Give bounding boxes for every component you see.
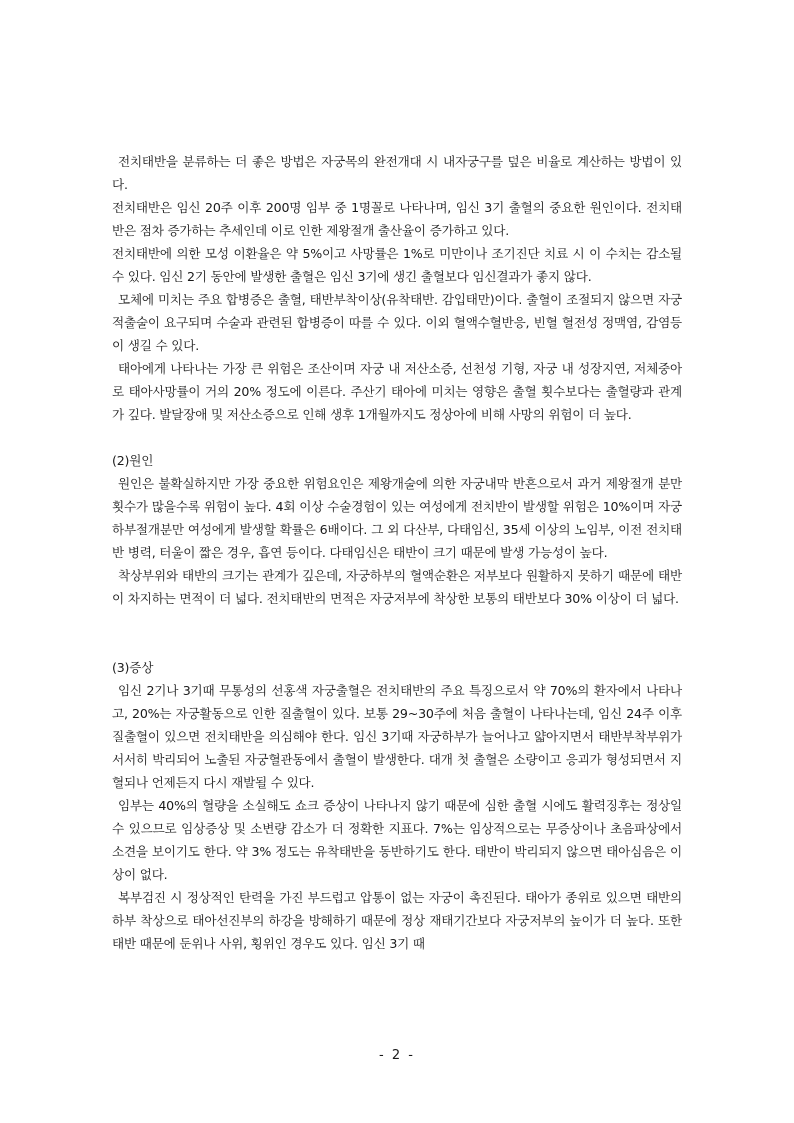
document-body [112, 150, 682, 955]
paragraph-classification: 전치태반을 분류하는 더 좋은 방법은 자궁목의 완전개대 시 내자궁구를 덮은 비율로 계산하는 방법이 있다. [112, 154, 682, 192]
section-heading-symptoms: (3)증상 [112, 660, 154, 675]
paragraph-symptoms-blood-loss: 임부는 40%의 혈량을 소실해도 쇼크 증상이 나타나지 않기 때문에 심한 출혈 시에도 활력징후는 정상일수 있으므로 임상증상 및 소변량 감소가 더 정확한 지표다. 7%는 임상적으로는 무증상이나 초음파상에서 소견을 보이기도 한다. 약 3% 정도는 유착태반을 동반하기도 한다. 태반이 박리되지 않으면 태아심음은 이상이 없다. [112, 798, 682, 882]
paragraph-symptoms-bleeding: 임신 2기나 3기때 무통성의 선홍색 자궁출혈은 전치태반의 주요 특징으로서 약 70%의 환자에서 나타나고, 20%는 자궁활동으로 인한 질출혈이 있다. 보통 29~30주에 처음 출혈이 나타나는데, 임신 24주 이후 질출혈이 있으면 전치태반을 의심해야 한다. 임신 3기때 자궁하부가 늘어나고 얇아지면서 태반부착부위가 서서히 박리되어 노출된 자궁혈관동에서 출혈이 발생한다. 대개 첫 출혈은 소량이고 응괴가 형성되면서 지혈되나 언제든지 다시 재발될 수 있다. [112, 683, 682, 790]
paragraph-symptoms-abdominal-exam: 복부검진 시 정상적인 탄력을 가진 부드럽고 압통이 없는 자궁이 촉진된다. 태아가 종위로 있으면 태반의 하부 착상으로 태아선진부의 하강을 방해하기 때문에 정상 재태기간보다 자궁저부의 높이가 더 높다. 또한 태반 때문에 둔위나 사위, 횡위인 경우도 있다. 임신 3기 때 [112, 890, 682, 951]
paragraph-causes-placental-size: 착상부위와 태반의 크기는 관계가 깊은데, 자궁하부의 혈액순환은 저부보다 원활하지 못하기 때문에 태반이 차지하는 면적이 더 넓다. 전치태반의 면적은 자궁저부에 착상한 보통의 태반보다 30% 이상이 더 넓다. [112, 568, 682, 606]
page-number: - 2 - [379, 1048, 415, 1063]
paragraph-fetal-risks: 태아에게 나타나는 가장 큰 위험은 조산이며 자궁 내 저산소증, 선천성 기형, 자궁 내 성장지연, 저체중아로 태아사망률이 거의 20% 정도에 이른다. 주산기 태아에 미치는 영향은 출혈 횟수보다는 출혈량과 관계가 깊다. 발달장애 및 저산소증으로 인해 생후 1개월까지도 정상아에 비해 사망의 위험이 더 높다. [112, 361, 682, 422]
paragraph-maternal-complications: 모체에 미치는 주요 합병증은 출혈, 태반부착이상(유착태반. 감입태만)이다. 출혈이 조절되지 않으면 자궁적출술이 요구되며 수술과 관련된 합병증이 따를 수 있다. 이외 혈액수혈반응, 빈혈 혈전성 정맥염, 감염등이 생길 수 있다. [112, 292, 682, 353]
paragraph-incidence: 전치태반은 임신 20주 이후 200명 임부 중 1명꼴로 나타나며, 임신 3기 출혈의 중요한 원인이다. 전치태반은 점차 증가하는 추세인데 이로 인한 제왕절개 출산율이 증가하고 있다. [112, 200, 682, 238]
paragraph-causes-risk-factors: 원인은 불확실하지만 가장 중요한 위험요인은 제왕개술에 의한 자궁내막 반흔으로서 과거 제왕절개 분만횟수가 많을수록 위험이 높다. 4회 이상 수술경험이 있는 여성에게 전치반이 발생할 위험은 10%이며 자궁하부절개분만 여성에게 발생할 확률은 6배이다. 그 외 다산부, 다태임신, 35세 이상의 노임부, 이전 전치태반 병력, 터울이 짧은 경우, 흡연 등이다. 다태임신은 태반이 크기 때문에 발생 가능성이 높다. [112, 476, 682, 560]
section-heading-causes: (2)원인 [112, 453, 154, 468]
paragraph-morbidity: 전치태반에 의한 모성 이환율은 약 5%이고 사망률은 1%로 미만이나 조기진단 치료 시 이 수치는 감소될 수 있다. 임신 2기 동안에 발생한 출혈은 임신 3기에 생긴 출혈보다 임신결과가 좋지 않다. [112, 246, 682, 284]
